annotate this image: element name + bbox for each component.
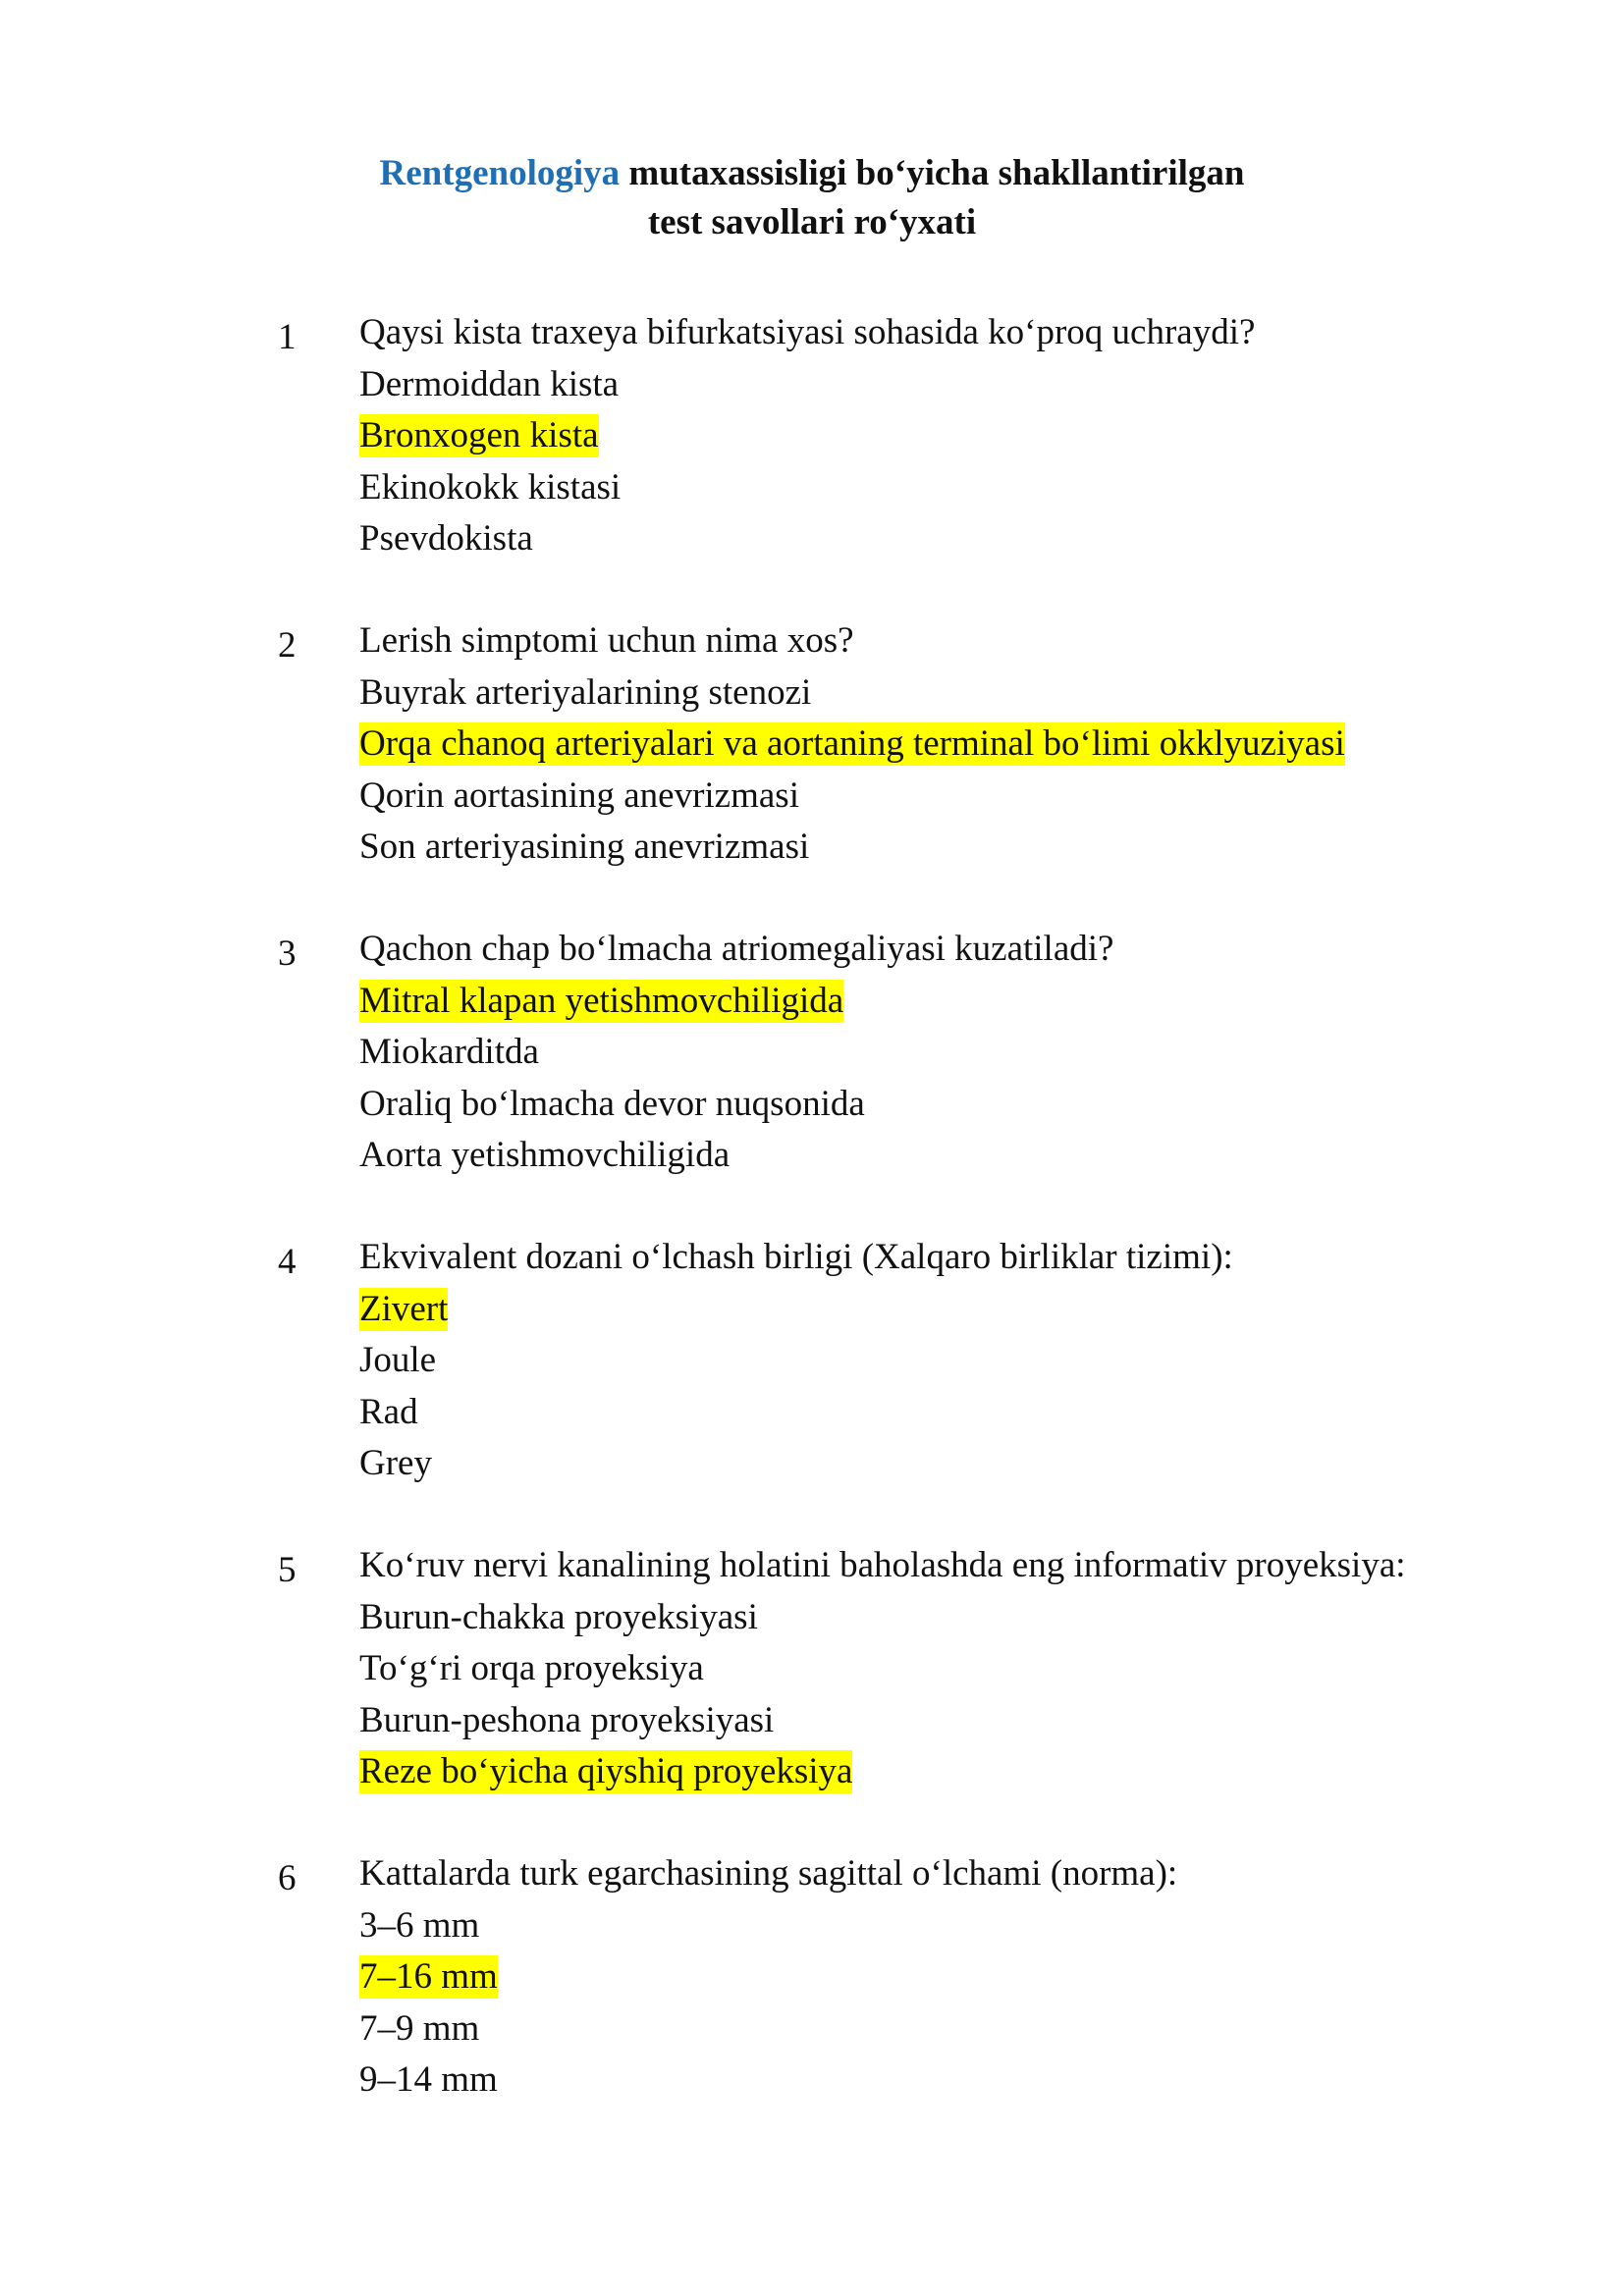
answer-option-correct [359,976,1113,1028]
question-block [0,1540,1624,1848]
question-number: 4 [278,1242,297,1282]
title-accent-word: Rentgenologiya [379,153,621,193]
answer-option [359,1695,1406,1747]
answer-option [359,1079,1113,1131]
answer-option [359,1387,1233,1439]
answer-option-correct [359,719,1345,771]
answer-option-text: 9–14 mm [359,2059,498,2100]
answer-option-text: Psevdokista [359,518,533,559]
answer-option-text: Burun-peshona proyeksiyasi [359,1699,775,1740]
answer-option-text: Zivert [359,1288,449,1329]
question-number: 3 [278,934,297,974]
document-title [0,149,1624,247]
question-number: 2 [278,625,297,666]
answer-option-text: Grey [359,1443,432,1483]
question-body [359,1540,1406,1798]
answer-option [359,1900,1177,1952]
answer-option-text: Son arteriyasining anevrizmasi [359,827,810,867]
answer-option-text: Reze bo‘yicha qiyshiq proyeksiya [359,1751,853,1791]
answer-option-text: 3–6 mm [359,1904,480,1946]
answer-option-text: Bronxogen kista [359,415,599,455]
answer-option [359,1027,1113,1079]
title-line-1-rest: mutaxassisligi bo‘yicha shakllantirilgan [620,153,1245,193]
answer-option [359,771,1345,823]
question-number: 5 [278,1550,297,1590]
answer-option [359,359,1255,411]
answer-option-text: Dermoiddan kista [359,363,620,404]
answer-option-text: Qorin aortasining anevrizmasi [359,774,799,816]
question-text: Kattalarda turk egarchasining sagittal o‘lchami (norma): [359,1853,1178,1894]
answer-option-correct [359,1284,1233,1336]
question-text: Ko‘ruv nervi kanalining holatini baholashda eng informativ proyeksiya: [359,1545,1406,1585]
question-block [0,1232,1624,1540]
answer-option-text: Burun-chakka proyeksiyasi [359,1596,758,1637]
question-text: Ekvivalent dozani o‘lchash birligi (Xalqaro birliklar tizimi): [359,1237,1233,1277]
answer-option [359,2055,1177,2107]
answer-option [359,513,1255,565]
answer-option [359,462,1255,514]
question-body [359,1848,1177,2107]
answer-option-text: Buyrak arteriyalarining stenozi [359,671,812,713]
answer-option [359,1130,1113,1182]
answer-option-text: Orqa chanoq arteriyalari va aortaning terminal bo‘limi okklyuziyasi [359,723,1345,764]
answer-option-correct [359,1951,1177,2003]
answer-option [359,667,1345,720]
answer-option-correct [359,410,1255,462]
title-line-1 [0,149,1624,198]
answer-option-text: Mitral klapan yetishmovchiligida [359,980,844,1021]
answer-option-text: To‘g‘ri orqa proyeksiya [359,1648,704,1688]
question-block [0,307,1624,615]
answer-option [359,2003,1177,2056]
question-text: Lerish simptomi uchun nima xos? [359,620,854,661]
question-number: 6 [278,1858,297,1898]
question-block [0,924,1624,1232]
answer-option-correct [359,1746,1406,1798]
answer-option-text: Ekinokokk kistasi [359,466,622,507]
question-body [359,615,1345,874]
question-block [0,1848,1624,2157]
question-text: Qachon chap bo‘lmacha atriomegaliyasi kuzatiladi? [359,929,1114,969]
answer-option-text: Miokarditda [359,1032,539,1072]
answer-option-text: 7–9 mm [359,2007,480,2049]
question-text: Qaysi kista traxeya bifurkatsiyasi sohasida ko‘proq uchraydi? [359,312,1256,352]
answer-option-text: Aorta yetishmovchiligida [359,1135,731,1175]
question-list [0,307,1624,2157]
answer-option [359,1438,1233,1490]
question-body [359,924,1113,1182]
answer-option [359,822,1345,874]
question-body [359,1232,1233,1490]
answer-option-text: Oraliq bo‘lmacha devor nuqsonida [359,1083,865,1124]
title-line-2: test savollari ro‘yxati [647,202,977,242]
answer-option-text: Rad [359,1391,418,1432]
answer-option [359,1643,1406,1695]
answer-option [359,1592,1406,1644]
answer-option [359,1335,1233,1387]
answer-option-text: Joule [359,1340,437,1380]
answer-option-text: 7–16 mm [359,1956,498,1997]
question-body [359,307,1255,565]
question-number: 1 [278,317,297,357]
question-block [0,615,1624,924]
